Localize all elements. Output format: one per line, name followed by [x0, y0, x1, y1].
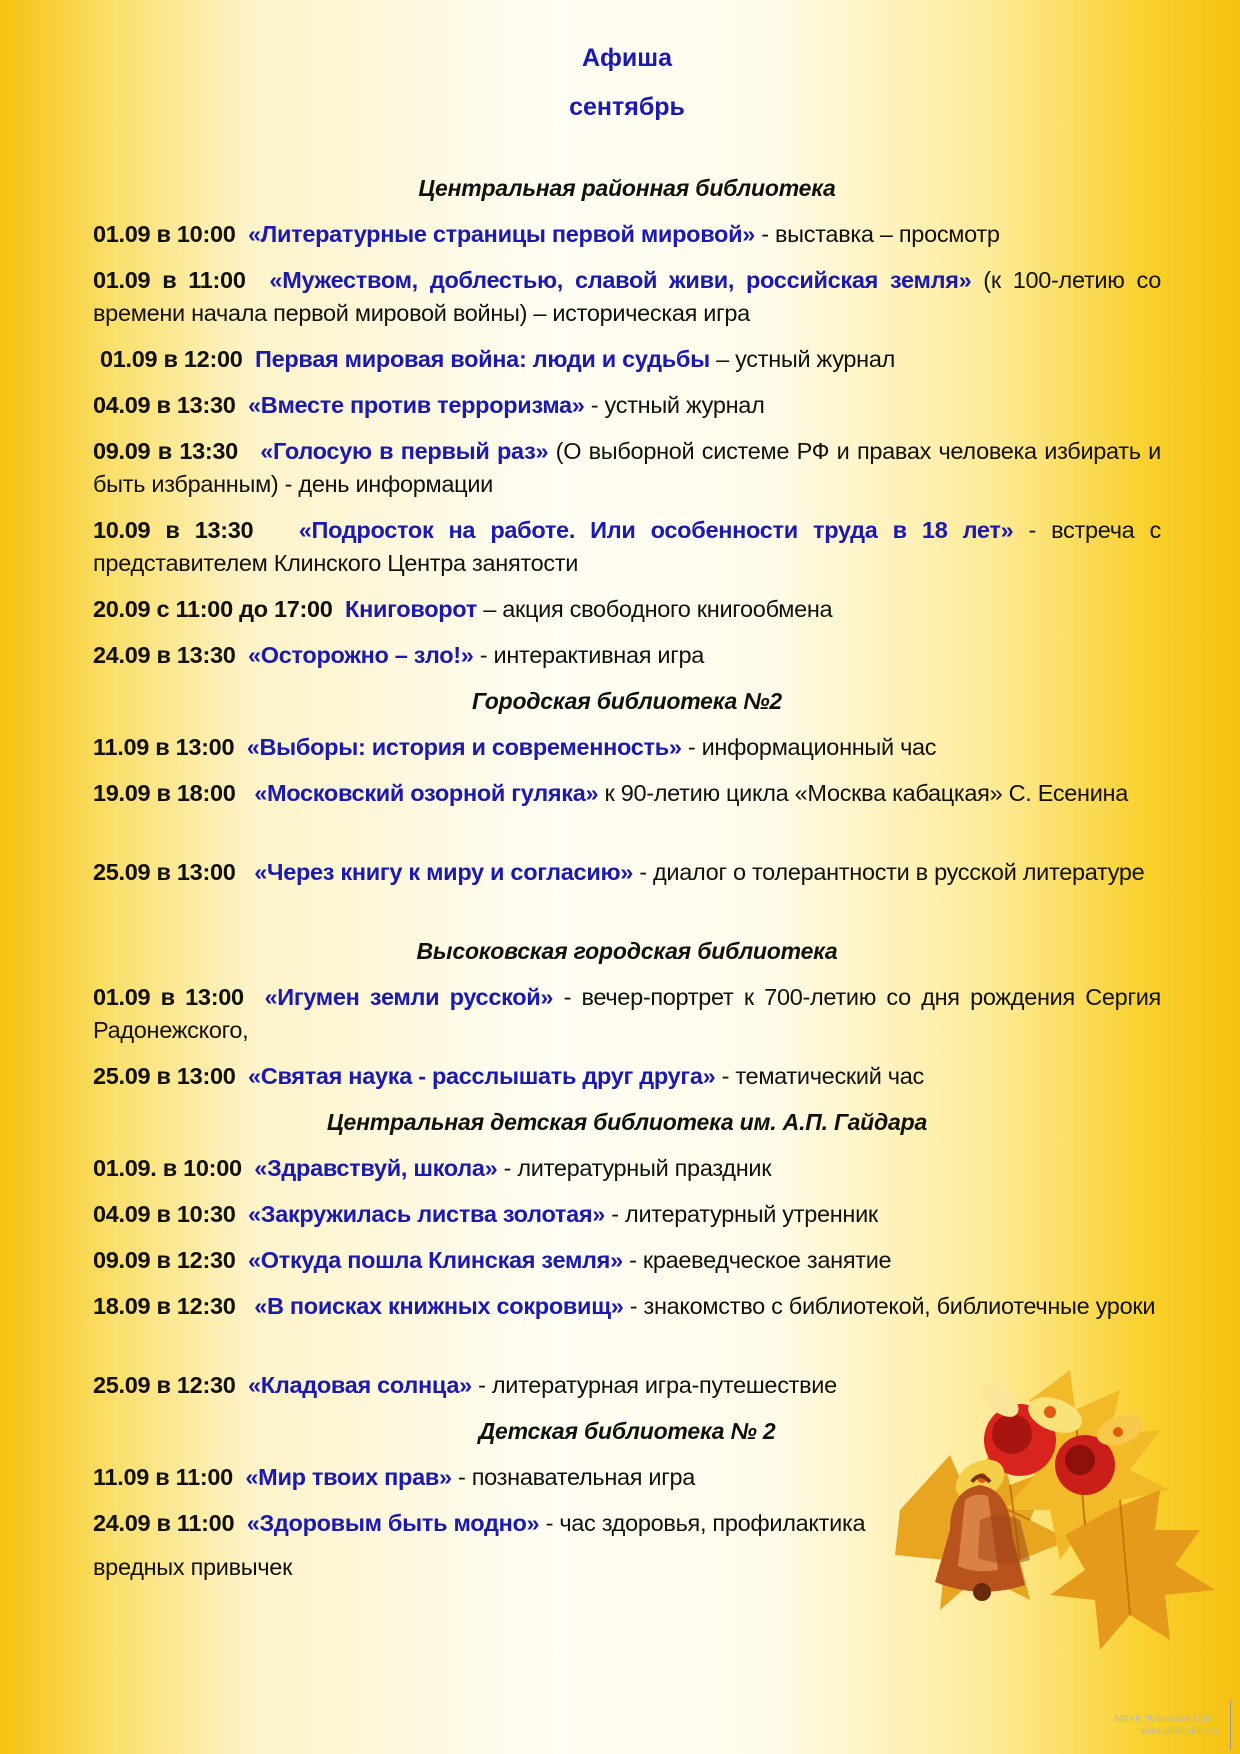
event-description: - интерактивная игра — [473, 642, 705, 668]
event-item — [93, 1461, 913, 1494]
event-item — [93, 1152, 1161, 1185]
footer — [1114, 1714, 1218, 1738]
event-item — [93, 1060, 1161, 1093]
event-title: «Литературные страницы первой мировой» — [248, 221, 756, 247]
event-title: «Игумен земли русской» — [264, 984, 554, 1010]
event-item — [93, 981, 1161, 1047]
event-title: Книговорот — [345, 596, 477, 622]
event-title: «Святая наука - расслышать друг друга» — [248, 1063, 716, 1089]
event-datetime: 20.09 с 11:00 до 17:00 — [93, 596, 333, 622]
event-title: «Через книгу к миру и согласию» — [254, 859, 634, 885]
event-item — [93, 435, 1161, 501]
event-description: - встреча с представителем Клинского Центра занятости — [93, 517, 1162, 576]
event-description: - устный журнал — [584, 392, 765, 418]
event-datetime: 25.09 в 12:30 — [93, 1372, 236, 1398]
event-item — [93, 731, 1161, 764]
event-description: – устный журнал — [709, 346, 896, 372]
event-title: «Вместе против терроризма» — [248, 392, 585, 418]
event-datetime: 04.09 в 10:30 — [93, 1201, 236, 1227]
event-title: «Откуда пошла Клинская земля» — [248, 1247, 623, 1273]
event-description: - краеведческое занятие — [622, 1247, 892, 1273]
event-datetime: 01.09 в 12:00 — [100, 346, 243, 372]
event-datetime: 01.09. в 10:00 — [93, 1155, 242, 1181]
event-description: (О выборной системе РФ и правах человека избирать и быть избранным) - день информации — [93, 438, 1161, 497]
event-description: - литературный утренник — [605, 1201, 878, 1227]
event-description: - знакомство с библиотекой, библиотечные уроки — [623, 1293, 1156, 1319]
event-description: - диалог о толерантности в русской литературе — [633, 859, 1145, 885]
event-item — [93, 1198, 1161, 1231]
poster-title: Афиша — [581, 44, 673, 72]
event-description: - час здоровья, профилактика — [539, 1510, 866, 1536]
event-datetime: 10.09 в 13:30 — [93, 517, 254, 543]
library-heading: Центральная районная библиотека — [418, 175, 836, 201]
bouquet-bell-illustration — [880, 1360, 1240, 1660]
event-title: «Подросток на работе. Или особенности труда в 18 лет» — [298, 517, 1014, 543]
event-item — [93, 639, 1161, 672]
event-title: «Здравствуй, школа» — [254, 1155, 498, 1181]
event-datetime: 18.09 в 12:30 — [93, 1293, 236, 1319]
event-item — [93, 389, 1161, 422]
event-description: - выставка – просмотр — [755, 221, 1000, 247]
event-datetime: 24.09 в 11:00 — [93, 1510, 235, 1536]
event-datetime: 09.09 в 12:30 — [93, 1247, 236, 1273]
event-title: «Выборы: история и современность» — [246, 734, 682, 760]
event-description: - тематический час — [715, 1063, 924, 1089]
event-title: «Московский озорной гуляка» — [254, 780, 599, 806]
event-description: – акция свободного книгообмена — [477, 596, 833, 622]
event-item — [93, 777, 1161, 810]
event-datetime: 01.09 в 13:00 — [93, 984, 244, 1010]
event-datetime: 01.09 в 11:00 — [93, 267, 246, 293]
event-item — [93, 1244, 1161, 1277]
event-datetime: 25.09 в 13:00 — [93, 859, 236, 885]
event-datetime: 11.09 в 13:00 — [93, 734, 235, 760]
event-datetime: 01.09 в 10:00 — [93, 221, 236, 247]
event-datetime: 09.09 в 13:30 — [93, 438, 238, 464]
event-item — [93, 1290, 1161, 1323]
event-description: - информационный час — [681, 734, 937, 760]
event-item — [93, 593, 1161, 626]
event-item — [93, 218, 1161, 251]
event-item — [93, 514, 1161, 580]
footer-divider — [1230, 1700, 1231, 1750]
footer-site: www.biblio-klin.ru — [1140, 1726, 1218, 1737]
event-title: «Осторожно – зло!» — [248, 642, 474, 668]
event-description: - познавательная игра — [451, 1464, 696, 1490]
event-description: - вечер-портрет к 700-летию со дня рождения Сергия Радонежского, — [93, 984, 1161, 1043]
event-item — [93, 856, 1161, 889]
event-item — [93, 264, 1161, 330]
event-datetime: 25.09 в 13:00 — [93, 1063, 236, 1089]
event-title: «В поисках книжных сокровищ» — [254, 1293, 624, 1319]
event-description: - литературный праздник — [497, 1155, 772, 1181]
event-title: «Здоровым быть модно» — [246, 1510, 540, 1536]
event-datetime: 11.09 в 11:00 — [93, 1464, 233, 1490]
event-title: «Мир твоих прав» — [245, 1464, 452, 1490]
event-title: «Кладовая солнца» — [248, 1372, 472, 1398]
library-heading: Городская библиотека №2 — [471, 688, 783, 714]
event-datetime: 04.09 в 13:30 — [93, 392, 236, 418]
poster-month: сентябрь — [569, 93, 685, 121]
event-datetime: 19.09 в 18:00 — [93, 780, 236, 806]
event-title: «Закружилась листва золотая» — [248, 1201, 606, 1227]
event-title: «Голосую в первый раз» — [260, 438, 549, 464]
library-heading: Высоковская городская библиотека — [416, 938, 838, 964]
event-item — [93, 343, 1161, 376]
event-datetime: 24.09 в 13:30 — [93, 642, 236, 668]
library-heading: Центральная детская библиотека им. А.П. Гайдара — [326, 1109, 928, 1135]
library-heading: Детская библиотека № 2 — [478, 1418, 776, 1444]
event-title: Первая мировая война: люди и судьбы — [255, 346, 710, 372]
event-continuation: вредных привычек — [93, 1554, 293, 1580]
event-description: (к 100-летию со времени начала первой мировой войны) – историческая игра — [93, 267, 1161, 326]
event-item — [93, 1507, 913, 1540]
event-description: к 90-летию цикла «Москва кабацкая» С. Есенина — [598, 780, 1129, 806]
event-description: - литературная игра-путешествие — [471, 1372, 837, 1398]
event-title: «Мужеством, доблестью, славой живи, российская земля» — [269, 267, 972, 293]
footer-org: МБУК "Клинская ЦБС" — [1114, 1714, 1218, 1725]
